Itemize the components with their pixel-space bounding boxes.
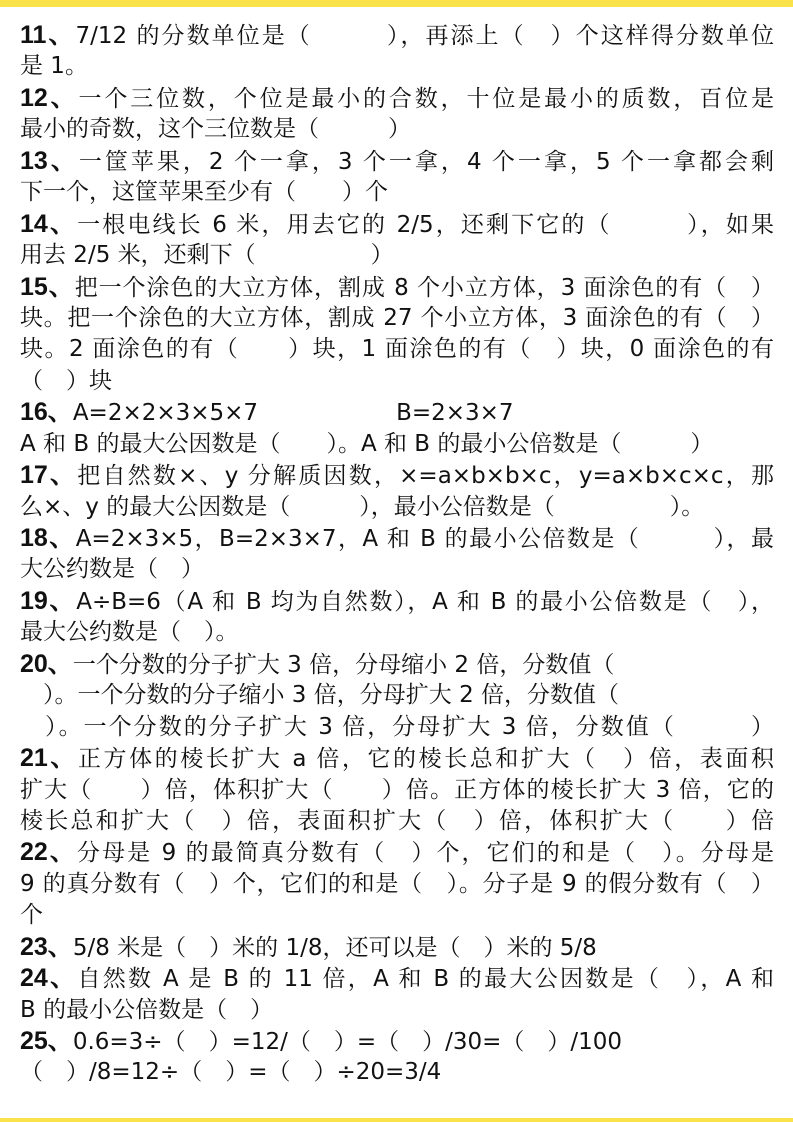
question-number: 22、 [20,838,77,867]
question-11-line-2: 是 1。 [20,53,88,80]
question-22-line-1 [20,837,774,868]
question-number: 25、 [20,1027,73,1055]
question-text: 0.6=3÷（ ）=12/（ ）=（ ）/30=（ ）/100 [72,1029,623,1055]
question-number: 14、 [20,209,78,238]
question-15-line-3: 块。2 面涂色的有（ ）块，1 面涂色的有（ ）块，0 面涂色的有 [20,336,774,363]
question-17-line-1 [20,460,774,491]
question-text: A=2×2×3×5×7 B=2×3×7 [72,400,514,427]
question-number: 18、 [20,524,76,552]
question-number: 12、 [20,83,79,112]
question-17-line-2: 么×、y 的最大公因数是（ ），最小公倍数是（ ）。 [20,493,705,520]
question-14-line-1 [20,209,774,240]
question-text: 正方体的棱长扩大 a 倍，它的棱长总和扩大（ ）倍，表面积 [77,746,774,773]
question-18-line-2: 大公约数是（ ） [20,556,204,583]
worksheet [20,20,774,1089]
question-18-line-1 [20,523,774,554]
question-text: 把自然数×、y 分解质因数，×=a×b×b×c，y=a×b×c×c，那 [77,463,774,490]
question-number: 23、 [20,932,73,961]
bottom-border [0,1118,793,1122]
question-13-line-1 [20,146,774,177]
question-14-line-2: 用去 2/5 米，还剩下（ ） [20,242,394,269]
question-text: 分母是 9 的最简真分数有（ ）个，它们的和是（ ）。分母是 [76,840,774,867]
question-23-line-1 [20,932,774,963]
top-border [0,0,793,7]
question-19-line-2: 最大公约数是（ ）。 [20,619,239,646]
question-number: 19、 [20,586,77,615]
question-16-line-1 [20,397,774,428]
question-13-line-2: 下一个，这筐苹果至少有（ ）个 [20,179,388,206]
question-22-line-3: 个 [20,902,43,929]
question-text: 一根电线长 6 米，用去它的 2/5，还剩下它的（ ），如果 [77,211,774,238]
question-number: 21、 [20,744,78,773]
question-19-line-1 [20,586,774,617]
question-text: 自然数 A 是 B 的 11 倍，A 和 B 的最大公因数是（ ），A 和 [77,966,774,993]
question-15-line-1 [20,272,774,303]
question-text: A÷B=6（A 和 B 均为自然数），A 和 B 的最小公倍数是（ ）， [76,588,774,615]
question-number: 13、 [20,146,79,175]
question-text: 一个分数的分子扩大 3 倍，分母缩小 2 倍，分数值（ [72,651,615,678]
question-text: 5/8 米是（ ）米的 1/8，还可以是（ ）米的 5/8 [72,934,597,961]
question-15-line-4: （ ）块 [20,367,112,394]
question-number: 20、 [20,649,73,678]
question-16-line-2: A 和 B 的最大公因数是（ ）。A 和 B 的最小公倍数是（ ） [20,430,714,457]
question-12-line-2: 最小的奇数，这个三位数是（ ） [20,116,411,143]
question-text: A=2×3×5，B=2×3×7，A 和 B 的最小公倍数是（ ），最 [75,526,774,552]
question-text: 一个三位数，个位是最小的合数，十位是最小的质数，百位是 [78,85,774,112]
question-20-line-3: ）。一个分数的分子扩大 3 倍，分母扩大 3 倍，分数值（ ） [20,713,774,740]
question-15-line-2: 块。把一个涂色的大立方体，割成 27 个小立方体，3 面涂色的有（ ） [20,304,774,331]
question-21-line-3: 棱长总和扩大（ ）倍，表面积扩大（ ）倍，体积扩大（ ）倍 [20,807,774,834]
question-24-line-1 [20,963,774,994]
question-12-line-1 [20,83,774,114]
question-number: 17、 [20,461,78,490]
question-20-line-2: ）。一个分数的分子缩小 3 倍，分母扩大 2 倍，分数值（ [20,682,620,709]
question-text: 7/12 的分数单位是（ ），再添上（ ）个这样得分数单位 [75,23,774,49]
question-number: 24、 [20,964,78,993]
question-25-line-1 [20,1026,774,1057]
question-number: 11、 [20,21,76,49]
question-24-line-2: B 的最小公倍数是（ ） [20,996,274,1023]
question-11-line-1 [20,20,774,51]
question-25-line-2: （ ）/8=12÷（ ）=（ ）÷20=3/4 [20,1059,442,1086]
question-21-line-2: 扩大（ ）倍，体积扩大（ ）倍。正方体的棱长扩大 3 倍，它的 [20,776,774,803]
question-number: 16、 [20,398,73,427]
question-22-line-2: 9 的真分数有（ ）个，它们的和是（ ）。分子是 9 的假分数有（ ） [20,870,774,897]
question-number: 15、 [20,272,75,301]
question-20-line-1 [20,649,774,680]
question-text: 一筐苹果，2 个一拿，3 个一拿，4 个一拿，5 个一拿都会剩 [78,148,774,175]
question-21-line-1 [20,743,774,774]
question-text: 把一个涂色的大立方体，割成 8 个小立方体，3 面涂色的有（ ） [74,274,774,301]
